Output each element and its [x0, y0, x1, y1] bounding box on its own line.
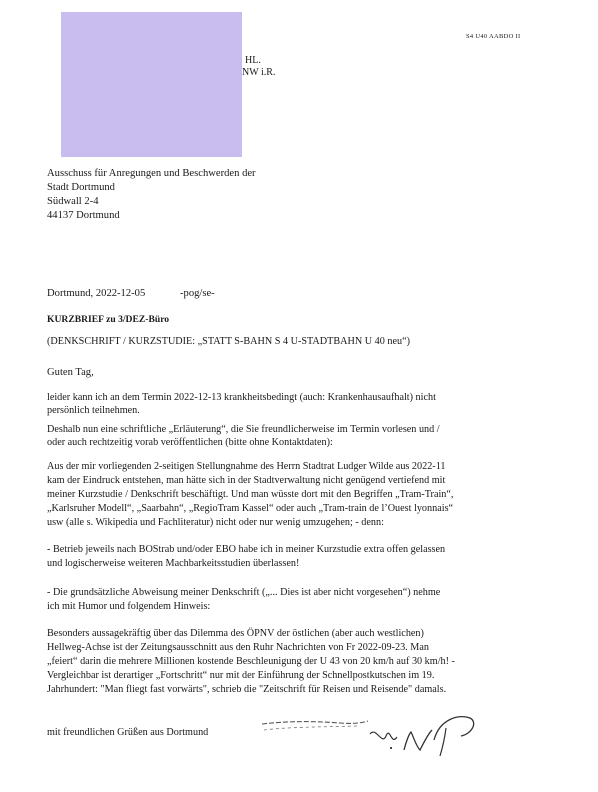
- paragraph-line: kam der Eindruck entstehen, man hätte sich in der Stadtverwaltung nicht genügend vertiefend mit: [47, 475, 446, 486]
- paragraph-line: Deshalb nun eine schriftliche „Erläuterung“, die Sie freundlicherweise im Termin vorlesen und /: [47, 424, 440, 435]
- recipient-line-2: Stadt Dortmund: [47, 182, 115, 193]
- paragraph-line: Hellweg-Achse ist der Zeitungsausschnitt aus den Ruhr Nachrichten von Fr 2022-09-23. Man: [47, 642, 429, 653]
- reference-code: S4 U40 AABDO II: [466, 33, 521, 40]
- paragraph-line: meiner Kurzstudie / Denkschrift beschäftigt. Und man wüsste dort mit den Begriffen „Tram-Train“,: [47, 489, 454, 500]
- paragraph-line: Besonders aussagekräftig über das Dilemma des ÖPNV der östlichen (aber auch westlichen): [47, 628, 424, 639]
- paragraph-line: leider kann ich an dem Termin 2022-12-13 krankheitsbedingt (auch: Krankenhausaufhalt) nicht: [47, 392, 436, 403]
- letter-reference: -pog/se-: [180, 288, 215, 299]
- denkschrift-heading: (DENKSCHRIFT / KURZSTUDIE: „STATT S-BAHN S 4 U-STADTBAHN U 40 neu“): [47, 336, 411, 347]
- sender-fragment-2: NW i.R.: [242, 67, 276, 78]
- paragraph-line: und logischerweise weiteren Machbarkeitsstudien überlassen!: [47, 558, 300, 569]
- greeting: Guten Tag,: [47, 367, 94, 378]
- recipient-line-1: Ausschuss für Anregungen und Beschwerden der: [47, 168, 256, 179]
- kurzbrief-heading: KURZBRIEF zu 3/DEZ-Büro: [47, 314, 170, 325]
- paragraph-line: Vergleichbar ist derartiger „Fortschritt“ nur mit der Einführung der Schnellpostkutschen im 19.: [47, 670, 435, 681]
- paragraph-line: „feiert“ darin die mehrere Millionen kostende Beschleunigung der U 43 von 20 km/h auf 30 km/h! -: [47, 656, 455, 667]
- paragraph-line: Aus der mir vorliegenden 2-seitigen Stellungnahme des Herrn Stadtrat Ludger Wilde aus 2022-11: [47, 461, 446, 472]
- paragraph-line: - Betrieb jeweils nach BOStrab und/oder EBO habe ich in meiner Kurzstudie extra offen gelassen: [47, 544, 446, 555]
- recipient-line-3: Südwall 2-4: [47, 196, 99, 207]
- letter-date: Dortmund, 2022-12-05: [47, 288, 146, 299]
- paragraph-line: „Karlsruher Modell“, „Saarbahn“, „RegioTram Kassel“ oder auch „Tram-train de l’Ouest lyonnais“: [47, 503, 454, 514]
- paragraph-line: usw (alle s. Wikipedia und Fachliteratur) nicht oder nur wenig umzugehen; - denn:: [47, 517, 384, 528]
- redaction-block: [61, 12, 242, 157]
- paragraph-line: - Die grundsätzliche Abweisung meiner Denkschrift („... Dies ist aber nicht vorgesehen“) nehme: [47, 587, 441, 598]
- paragraph-line: oder auch rechtzeitig vorab veröffentlichen (bitte ohne Kontaktdaten):: [47, 437, 333, 448]
- recipient-line-4: 44137 Dortmund: [47, 210, 120, 221]
- paragraph-line: persönlich teilnehmen.: [47, 405, 140, 416]
- paragraph-line: Jahrhundert: "Man fliegt fast vorwärts", schrieb die "Zeitschrift für Reisen und Reisende" damals.: [47, 684, 447, 695]
- handwritten-signature: [258, 712, 483, 762]
- paragraph-line: ich mit Humor und folgendem Hinweis:: [47, 601, 211, 612]
- sender-fragment-1: HL.: [245, 55, 261, 66]
- closing: mit freundlichen Grüßen aus Dortmund: [47, 727, 209, 738]
